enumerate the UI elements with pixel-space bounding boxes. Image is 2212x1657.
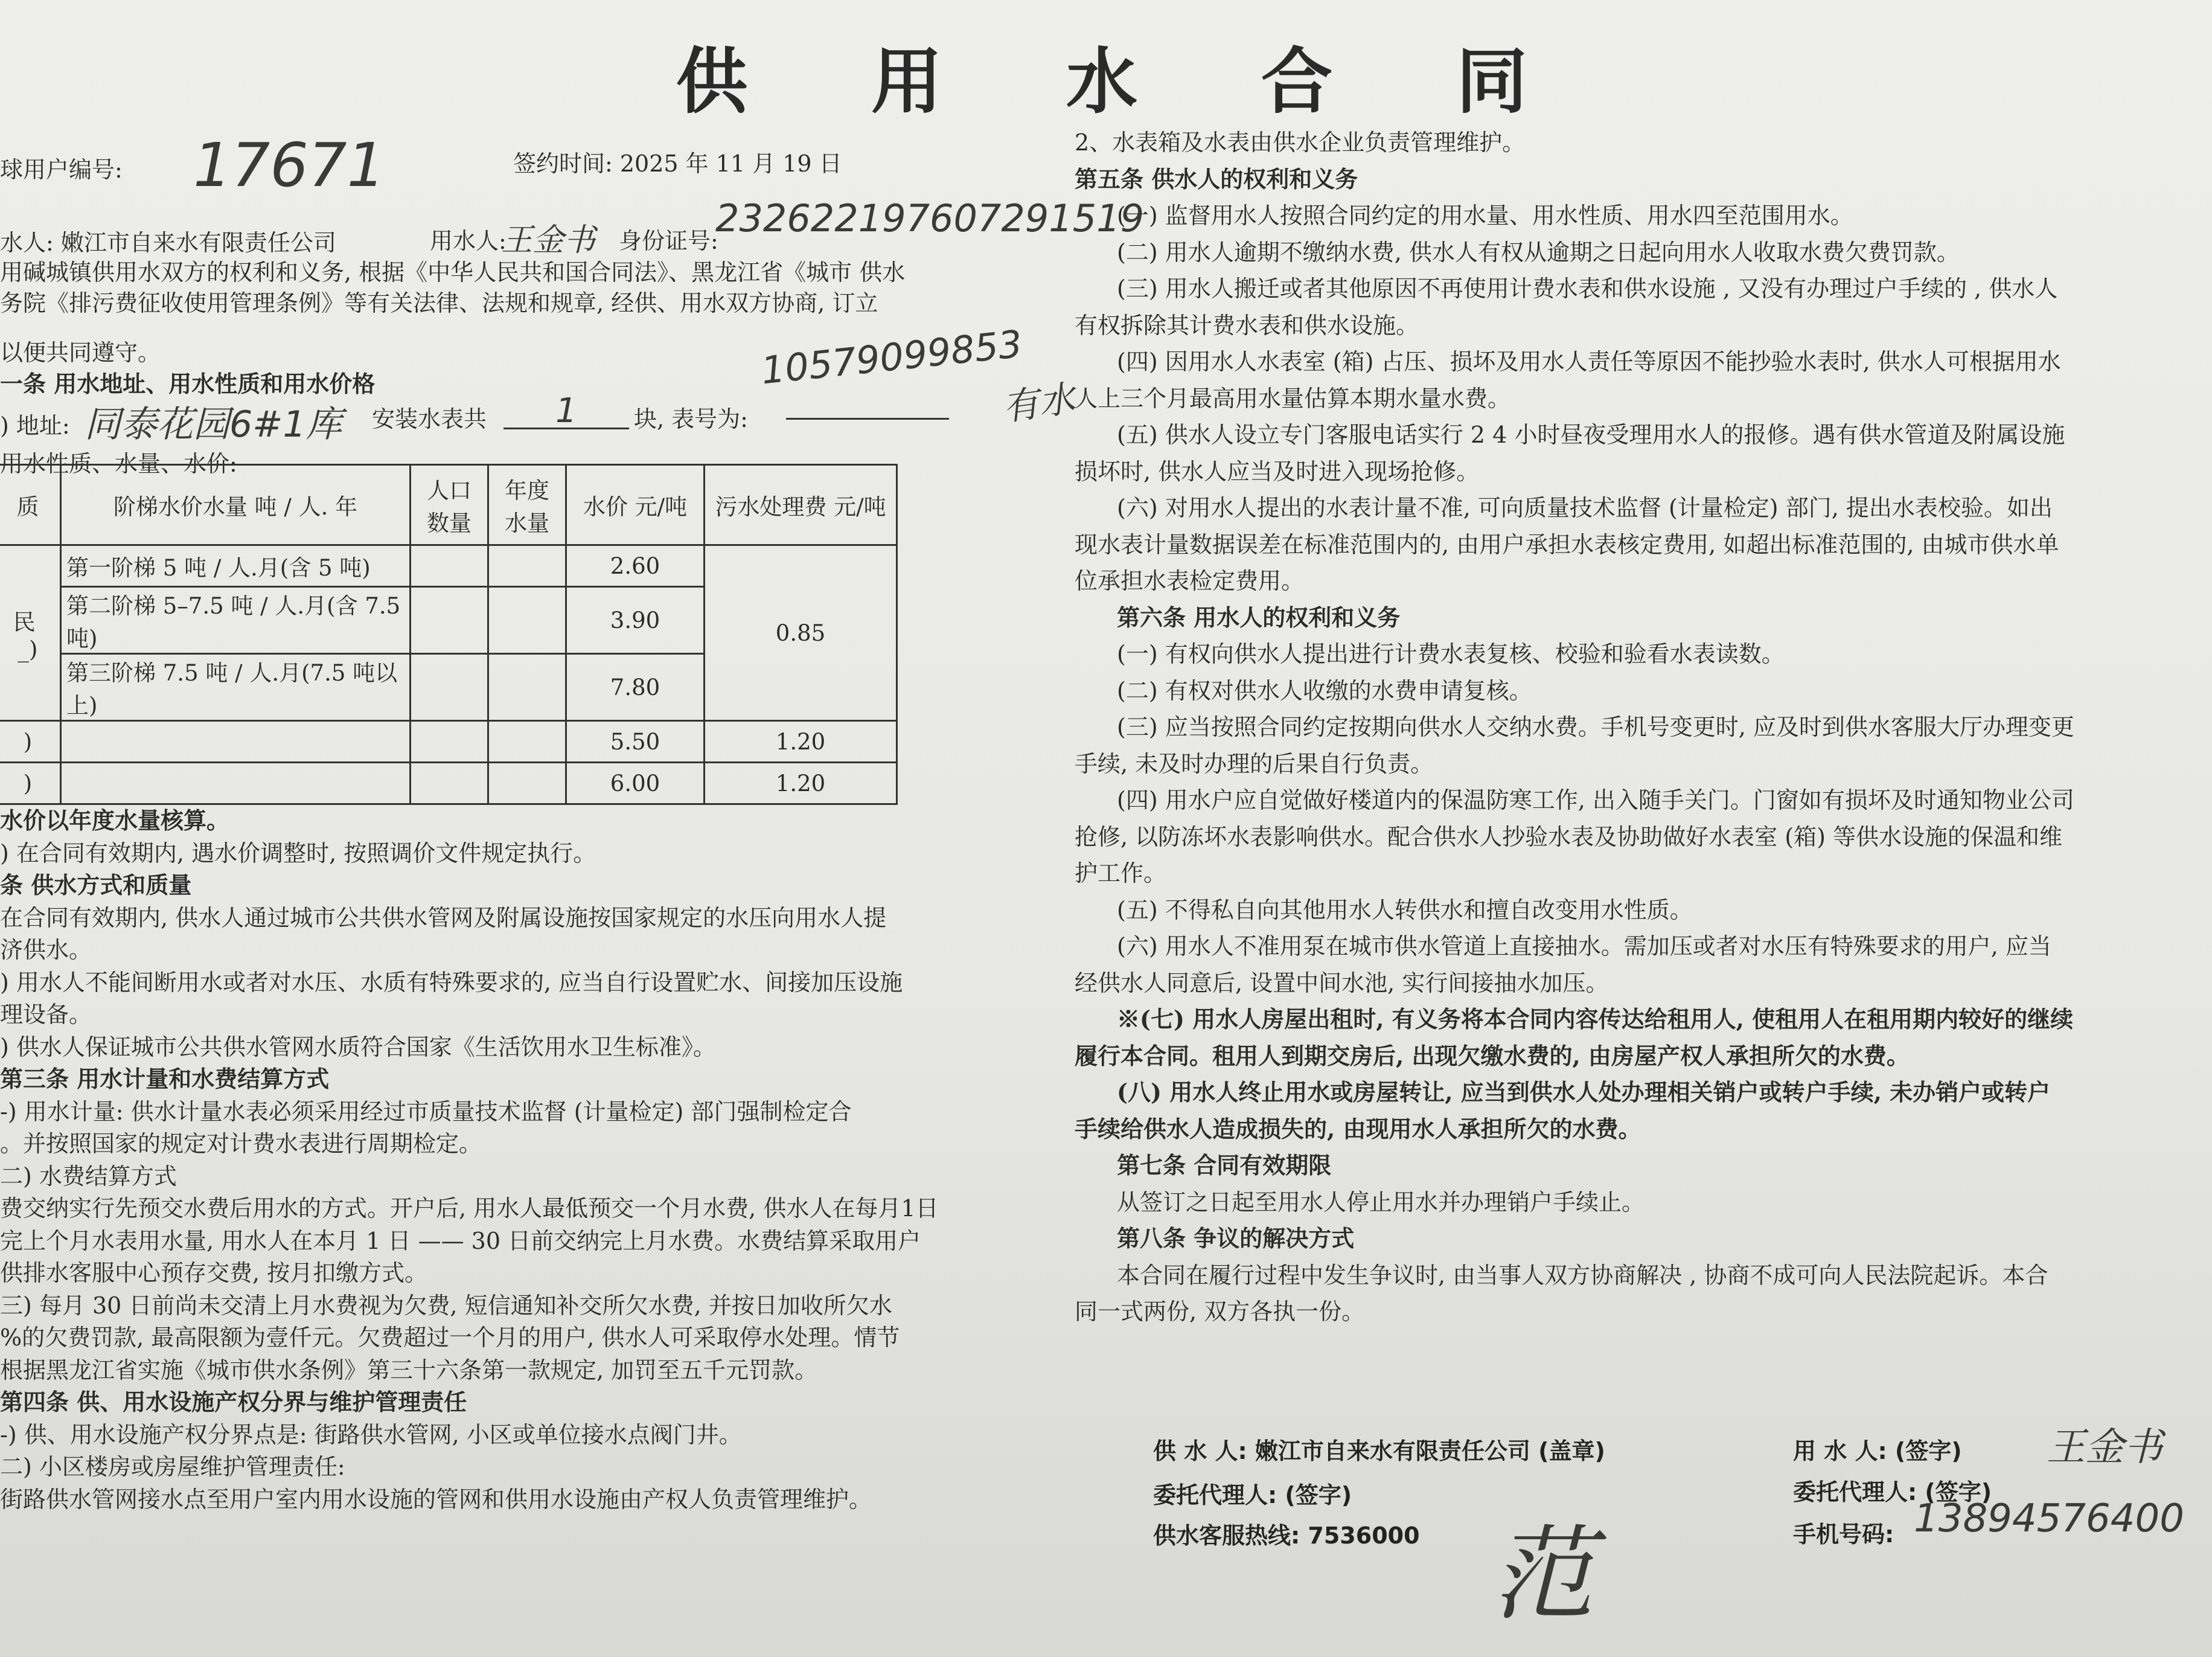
body-text-line: 人上三个月最高用水量估算本期水量水费。	[1075, 385, 1511, 412]
intro-line: 以便共同遵守。	[0, 339, 161, 366]
body-text-line: -) 供、用水设施产权分界点是: 街路供水管网, 小区或单位接水点阀门井。	[0, 1421, 742, 1448]
body-text-line: 护工作。	[1075, 860, 1167, 886]
supplier-line: 水人: 嫩江市自来水有限责任公司	[0, 229, 336, 256]
table-header: 水价 元/吨	[566, 465, 705, 545]
intro-line: 务院《排污费征收使用管理条例》等有关法律、法规和规章, 经供、用水双方协商, 订立	[0, 290, 878, 316]
body-text-line: (六) 用水人不准用泵在城市供水管道上直接抽水。需加压或者对水压有特殊要求的用户, 应当	[1117, 933, 2051, 960]
section-heading: 水价以年度水量核算。	[0, 807, 230, 834]
body-text-line: (六) 对用水人提出的水表计量不准, 可向质量技术监督 (计量检定) 部门, 提出水表校验。如出	[1117, 495, 2053, 521]
table-cell: )	[0, 763, 61, 804]
supplier-signature-handwritten: 范	[1491, 1515, 1594, 1635]
body-text-line: 根据黑龙江省实施《城市供水条例》第三十六条第一款规定, 加罚至五千元罚款。	[0, 1356, 818, 1383]
handwritten-number: 10579099853	[759, 321, 1024, 393]
table-row	[0, 721, 897, 763]
body-text-line: (一) 有权向供水人提出进行计费水表复核、校验和验看水表读数。	[1117, 641, 1785, 667]
table-cell: 2.60	[566, 545, 705, 587]
table-cell: 3.90	[566, 587, 705, 654]
body-text-line: ) 供水人保证城市公共供水管网水质符合国家《生活饮用水卫生标准》。	[0, 1033, 716, 1060]
table-cell	[411, 654, 488, 721]
supplier-agent-label: 委托代理人: (签字)	[1153, 1482, 1352, 1508]
body-text-line: 位承担水表检定费用。	[1075, 568, 1305, 594]
body-text-line: ) 在合同有效期内, 遇水价调整时, 按照调价文件规定执行。	[0, 839, 596, 867]
section-heading: 第五条 供水人的权利和义务	[1075, 165, 1358, 193]
title-char: 用	[871, 39, 943, 123]
body-text-line: (五) 不得私自向其他用水人转供水和擅自改变用水性质。	[1117, 896, 1693, 923]
body-text-line: (一) 监督用水人按照合同约定的用水量、用水性质、用水四至范围用水。	[1117, 202, 1853, 229]
meter-number-blank	[786, 418, 949, 420]
table-cell	[61, 763, 411, 804]
table-cell: 第二阶梯 5–7.5 吨 / 人.月(含 7.5 吨)	[61, 587, 411, 654]
body-text-line: (三) 用水人搬迁或者其他原因不再使用计费水表和供水设施 , 又没有办理过户手续的 , 供水人	[1117, 275, 2058, 302]
id-label: 身份证号:	[619, 228, 718, 254]
body-text-line: 有权拆除其计费水表和供水设施。	[1075, 312, 1419, 339]
body-text-line: 本合同在履行过程中发生争议时, 由当事人双方协商解决 , 协商不成可向人民法院起诉。本合	[1117, 1261, 2048, 1289]
body-text-line: 。并按照国家的规定对计费水表进行周期检定。	[0, 1130, 482, 1157]
table-cell	[411, 763, 488, 804]
body-text-line: 现水表计量数据误差在标准范围内的, 由用户承担水表核定费用, 如超出标准范围的, 由城市供水单	[1075, 531, 2059, 558]
price-table	[0, 464, 898, 805]
meter-count-field	[503, 391, 629, 429]
body-text-line: %的欠费罚款, 最高限额为壹仟元。欠费超过一个月的用户, 供水人可采取停水处理。情节	[0, 1324, 900, 1351]
address-handwritten: 同泰花园6#1库	[85, 403, 342, 446]
table-cell: 6.00	[566, 763, 705, 804]
section-heading: 条 供水方式和质量	[0, 871, 192, 899]
body-text-line: 完上个月水表用水量, 用水人在本月 1 日 —— 30 日前交纳完上月水费。水费结算采取用户	[0, 1227, 921, 1254]
supplier-signature-label: 供 水 人: 嫩江市自来水有限责任公司 (盖章)	[1153, 1438, 1605, 1464]
phone-handwritten: 13894576400	[1914, 1496, 2184, 1541]
page-title	[676, 24, 1527, 127]
table-cell	[488, 545, 566, 587]
table-cell: 5.50	[566, 721, 705, 763]
table-cell	[61, 721, 411, 763]
table-header: 质	[0, 465, 61, 545]
table-row	[0, 545, 897, 587]
body-text-line: 二) 小区楼房或房屋维护管理责任:	[0, 1453, 345, 1480]
intro-line: 用碱城镇供用水双方的权利和义务, 根据《中华人民共和国合同法》、黑龙江省《城市 供水	[0, 259, 906, 286]
body-text-line: -) 用水计量: 供水计量水表必须采用经过市质量技术监督 (计量检定) 部门强制检定合	[0, 1098, 852, 1125]
phone-label: 手机号码:	[1793, 1521, 1894, 1548]
table-header: 人口数量	[411, 465, 488, 545]
title-char: 合	[1261, 39, 1333, 123]
section-heading: (八) 用水人终止用水或房屋转让, 应当到供水人处办理相关销户或转户手续, 未办销户或转户	[1117, 1078, 2051, 1106]
section-heading: ※(七) 用水人房屋出租时, 有义务将本合同内容传达给租用人, 使租用人在租用期内较好的继续	[1117, 1005, 2074, 1033]
user-signature-handwritten: 王金书	[2047, 1425, 2162, 1470]
body-text-line: (五) 供水人设立专门客服电话实行 2 4 小时昼夜受理用水人的报修。遇有供水管道及附属设施	[1117, 421, 2065, 448]
meter-unit: 块, 表号为:	[634, 406, 748, 432]
table-header: 阶梯水价水量 吨 / 人. 年	[61, 465, 411, 545]
body-text-line: 抢修, 以防冻坏水表影响供水。配合供水人抄验水表及协助做好水表室 (箱) 等供水设施的保温和维	[1075, 823, 2062, 850]
body-text-line: 费交纳实行先预交水费后用水的方式。开户后, 用水人最低预交一个月水费, 供水人在每月1日	[0, 1195, 939, 1222]
meter-count-handwritten: 1	[555, 391, 577, 431]
user-no-label: 球用户编号:	[0, 156, 123, 183]
user-agent-label: 委托代理人: (签字)	[1793, 1479, 1992, 1505]
body-text-line: 2、水表箱及水表由供水企业负责管理维护。	[1075, 129, 1526, 156]
body-text-line: 三) 每月 30 日前尚未交清上月水费视为欠费, 短信通知补交所欠水费, 并按日加收所欠水	[0, 1292, 892, 1319]
title-char: 同	[1456, 39, 1528, 123]
id-number-handwritten: 232622197607291519	[715, 196, 1145, 240]
body-text-line: 理设备。	[0, 1001, 92, 1028]
table-row	[0, 763, 897, 804]
body-text-line: (四) 因用水人水表室 (箱) 占压、损坏及用水人责任等原因不能抄验水表时, 供水人可根据用水	[1117, 348, 2061, 375]
section-heading: 第三条 用水计量和水费结算方式	[0, 1065, 330, 1092]
user-name-handwritten: 王金书	[501, 222, 596, 258]
table-cell: 第一阶梯 5 吨 / 人.月(含 5 吨)	[61, 545, 411, 587]
body-text-line: 损坏时, 供水人应当及时进入现场抢修。	[1075, 458, 1480, 485]
body-text-line: 在合同有效期内, 供水人通过城市公共供水管网及附属设施按国家规定的水压向用水人提	[0, 904, 887, 931]
body-text-line: ) 用水人不能间断用水或者对水压、水质有特殊要求的, 应当自行设置贮水、间接加压设施	[0, 969, 903, 996]
section-heading: 第八条 争议的解决方式	[1117, 1225, 1355, 1252]
meter-label: 安装水表共	[372, 406, 487, 432]
table-cell: )	[0, 721, 61, 763]
table-cell: 0.85	[705, 545, 897, 721]
hotline-label: 供水客服热线: 7536000	[1153, 1522, 1420, 1549]
table-cell	[488, 587, 566, 654]
table-cell: 1.20	[705, 763, 897, 804]
table-cell	[411, 545, 488, 587]
user-signature-label: 用 水 人: (签字)	[1793, 1438, 1962, 1464]
address-label: ) 地址:	[0, 412, 70, 439]
body-text-line: (二) 有权对供水人收缴的水费申请复核。	[1117, 677, 1532, 704]
user-label: 用水人:	[430, 228, 507, 254]
handwritten-note: 有水	[1000, 377, 1078, 429]
section-heading: 手续给供水人造成损失的, 由现用水人承担所欠的水费。	[1075, 1115, 1641, 1143]
table-cell	[488, 654, 566, 721]
section-heading: 第四条 供、用水设施产权分界与维护管理责任	[0, 1388, 467, 1415]
table-cell: 1.20	[705, 721, 897, 763]
body-text-line: (四) 用水户应自觉做好楼道内的保温防寒工作, 出入随手关门。门窗如有损坏及时通知物业公司	[1117, 787, 2074, 813]
table-cell	[411, 587, 488, 654]
body-text-line: (二) 用水人逾期不缴纳水费, 供水人有权从逾期之日起向用水人收取水费欠费罚款。	[1117, 239, 1960, 266]
article-heading: 一条 用水地址、用水性质和用水价格	[0, 370, 376, 397]
body-text-line: 经供水人同意后, 设置中间水池, 实行间接抽水加压。	[1075, 969, 1609, 996]
section-heading: 第六条 用水人的权利和义务	[1117, 603, 1401, 631]
table-header: 污水处理费 元/吨	[705, 465, 897, 545]
table-cell: 第三阶梯 7.5 吨 / 人.月(7.5 吨以上)	[61, 654, 411, 721]
table-header-row	[0, 465, 897, 545]
table-cell: 民 _)	[0, 545, 61, 721]
table-cell: 7.80	[566, 654, 705, 721]
sign-date: 签约时间: 2025 年 11 月 19 日	[513, 150, 842, 177]
body-text-line: 同一式两份, 双方各执一份。	[1075, 1298, 1365, 1325]
body-text-line: 从签订之日起至用水人停止用水并办理销户手续止。	[1117, 1188, 1645, 1216]
section-heading: 履行本合同。租用人到期交房后, 出现欠缴水费的, 由房屋产权人承担所欠的水费。	[1075, 1042, 1910, 1069]
title-char: 水	[1066, 39, 1138, 123]
table-header: 年度水量	[488, 465, 566, 545]
table-cell	[488, 721, 566, 763]
body-text-line: 济供水。	[0, 937, 92, 963]
section-heading: 第七条 合同有效期限	[1117, 1152, 1332, 1179]
user-no-value: 17671	[193, 130, 386, 200]
body-text-line: (三) 应当按照合同约定按期向供水人交纳水费。手机号变更时, 应及时到供水客服大厅办理变更	[1117, 714, 2074, 740]
nature-label: 用水性质、水量、水价:	[0, 450, 237, 477]
body-text-line: 手续, 未及时办理的后果自行负责。	[1075, 750, 1434, 777]
title-char: 供	[676, 39, 748, 123]
table-cell	[488, 763, 566, 804]
table-cell	[411, 721, 488, 763]
body-text-line: 供排水客服中心预存交费, 按月扣缴方式。	[0, 1260, 428, 1286]
body-text-line: 二) 水费结算方式	[0, 1162, 177, 1190]
body-text-line: 街路供水管网接水点至用户室内用水设施的管网和供用水设施由产权人负责管理维护。	[0, 1486, 872, 1513]
